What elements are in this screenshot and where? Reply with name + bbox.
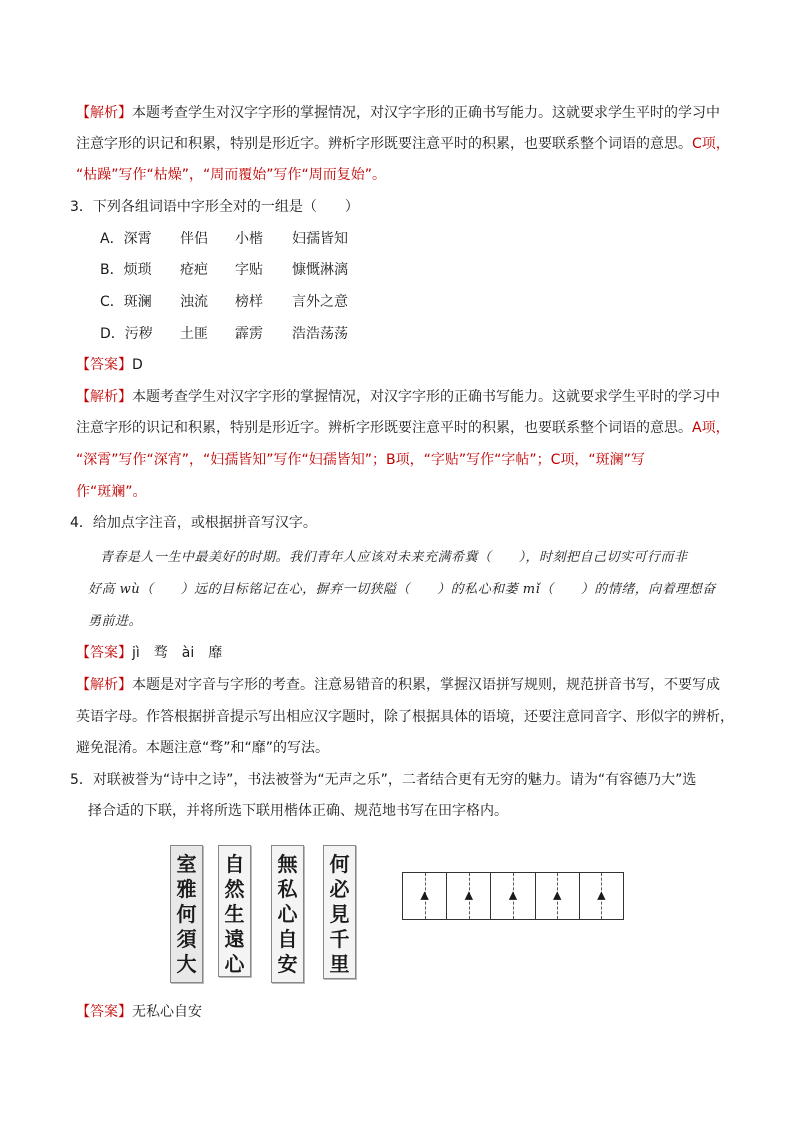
q4-analysis-line-1: 【解析】本题是对字音与字形的考查。注意易错音的积累，掌握汉语拼写规则，规范拼音书写，不要写成 bbox=[76, 677, 720, 693]
analysis-q2-line-3: “枯躁”写作“枯燥”，“周而覆始”写作“周而复始”。 bbox=[76, 167, 387, 183]
couplet-scroll-3: 無 私 心 自 安 bbox=[271, 845, 304, 983]
q3-analysis-line-1: 【解析】本题考查学生对汉字字形的掌握情况，对汉字字形的正确书写能力。这就要求学生平时的学习中 bbox=[76, 389, 720, 405]
q4-analysis-line-2: 英语字母。作答根据拼音提示写出相应汉字题时，除了根据具体的语境，还要注意同音字、形似字的辨析， bbox=[76, 709, 734, 725]
tian-grid-cell bbox=[536, 873, 580, 919]
tian-grid-cell bbox=[580, 873, 623, 919]
triangle-marker-icon: ▲ bbox=[420, 888, 429, 902]
q4-passage-line-2: 好高 wù（ ）远的目标铭记在心，摒弃一切狭隘（ ）的私心和萎 mǐ（ ）的情绪，向着理想奋 bbox=[88, 582, 716, 597]
triangle-marker-icon: ▲ bbox=[597, 888, 606, 902]
tian-grid-cell bbox=[491, 873, 535, 919]
q4-answer: 【答案】jì 骛 ài 靡 bbox=[76, 645, 223, 661]
q5-stem-line-1: 5．对联被誉为“诗中之诗”，书法被誉为“无声之乐”，二者结合更有无穷的魅力。请为“有容德乃大”选 bbox=[70, 772, 697, 788]
tian-grid bbox=[402, 872, 624, 920]
triangle-marker-icon: ▲ bbox=[464, 888, 474, 902]
q3-analysis-line-4: 作“斑斓”。 bbox=[76, 484, 147, 500]
q4-analysis-line-3: 避免混淆。本题注意“骛”和“靡”的写法。 bbox=[76, 740, 330, 756]
q3-stem: 3．下列各组词语中字形全对的一组是（ ） bbox=[70, 199, 359, 215]
q4-passage-line-3: 勇前进。 bbox=[88, 614, 143, 629]
q4-stem: 4．给加点字注音，或根据拼音写汉字。 bbox=[70, 515, 317, 531]
q3-answer: 【答案】D bbox=[76, 357, 143, 373]
q5-answer: 【答案】无私心自安 bbox=[76, 1004, 202, 1020]
tian-grid-cell bbox=[447, 873, 491, 919]
analysis-q2-line-2: 注意字形的识记和积累，特别是形近字。辨析字形既要注意平时的积累，也要联系整个词语的意思。C项， bbox=[76, 136, 730, 152]
analysis-q2-line-1: 【解析】本题考查学生对汉字字形的掌握情况，对汉字字形的正确书写能力。这就要求学生平时的学习中 bbox=[76, 105, 720, 121]
q4-passage-line-1: 青春是人一生中最美好的时期。我们青年人应该对未来充满希冀（ ），时刻把自己切实可行而非 bbox=[100, 550, 688, 565]
couplet-scroll-2: 自 然 生 遠 心 bbox=[218, 845, 251, 977]
couplet-scroll-4: 何 必 見 千 里 bbox=[323, 845, 356, 979]
triangle-marker-icon: ▲ bbox=[552, 888, 562, 902]
q3-analysis-line-3: “深霄”写作“深宵”，“妇孺皆知”写作“妇孺皆知”；B项，“字贴”写作“字帖”；C项，“斑澜”写 bbox=[76, 452, 645, 468]
q5-stem-line-2: 择合适的下联，并将所选下联用楷体正确、规范地书写在田字格内。 bbox=[88, 803, 508, 819]
q3-analysis-line-2: 注意字形的识记和积累，特别是形近字。辨析字形既要注意平时的积累，也要联系整个词语的意思。A项， bbox=[76, 420, 730, 436]
couplet-scroll-1: 室 雅 何 須 大 bbox=[170, 845, 203, 983]
tian-grid-cell bbox=[403, 873, 447, 919]
triangle-marker-icon: ▲ bbox=[508, 888, 518, 902]
